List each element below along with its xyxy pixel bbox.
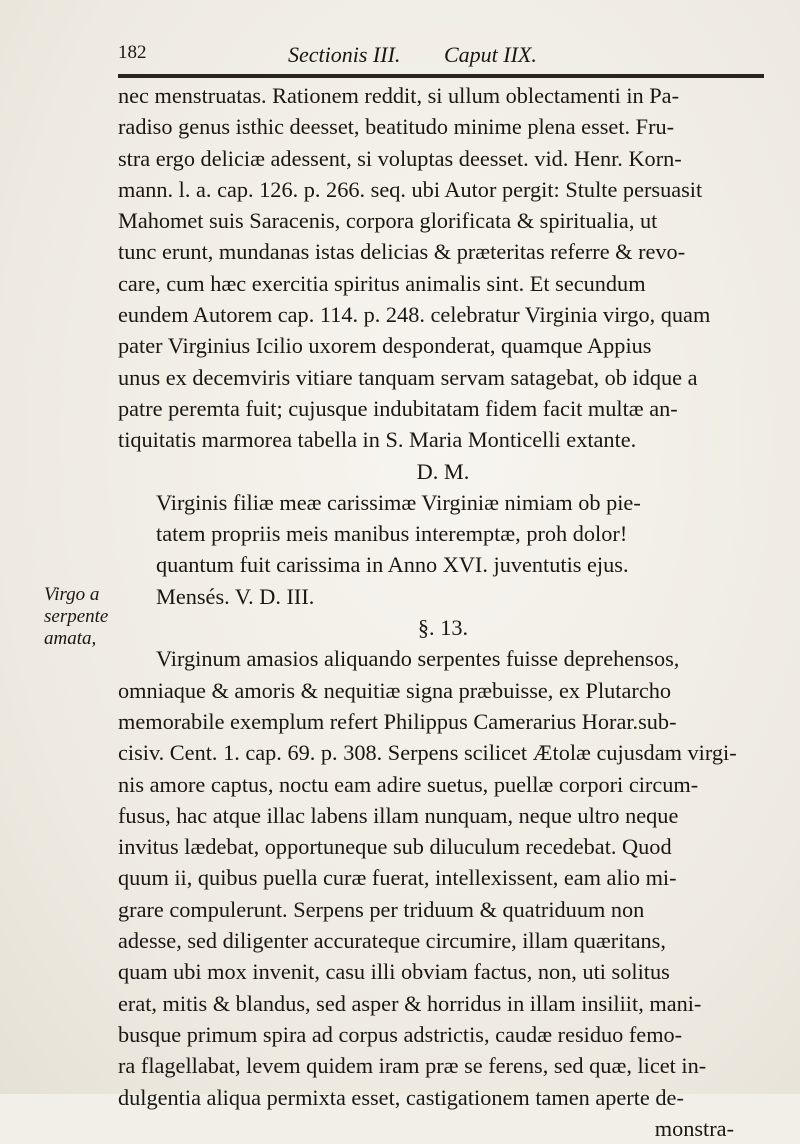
text-line: Virginum amasios aliquando serpentes fuisse deprehensos, — [156, 646, 680, 672]
text-line: invitus lædebat, opportuneque sub diluculum recedebat. Quod — [118, 834, 672, 860]
section-title: Sectionis III. — [288, 42, 401, 67]
inscription-line: Virginis filiæ meæ carissimæ Virginiæ nimiam ob pie- — [156, 489, 641, 515]
page-number: 182 — [118, 42, 147, 63]
text-line: adesse, sed diligenter accurateque circumire, illam quæritans, — [118, 928, 666, 954]
text-line: tiquitatis marmorea tabella in S. Maria Monticelli extante. — [118, 427, 637, 453]
text-line: Mahomet suis Saracenis, corpora glorificata & spiritualia, ut — [118, 208, 658, 234]
margin-note-line: Virgo a — [44, 584, 100, 605]
inscription-line: tatem propriis meis manibus interemptæ, proh dolor! — [156, 521, 628, 547]
margin-note-line: serpente — [44, 606, 109, 627]
text-line: memorabile exemplum refert Philippus Camerarius Horar.sub- — [118, 708, 677, 734]
text-line: cisiv. Cent. 1. cap. 69. p. 308. Serpens scilicet Ætolæ cujusdam virgi- — [118, 740, 737, 766]
text-line: mann. l. a. cap. 126. p. 266. seq. ubi Autor pergit: Stulte persuasit — [118, 176, 703, 202]
text-line: quam ubi mox invenit, casu illi obviam factus, non, uti solitus — [118, 959, 670, 985]
inscription-line: quantum fuit carissima in Anno XVI. juventutis ejus. — [156, 552, 629, 578]
catchword: monstra- — [654, 1115, 734, 1141]
text-line: dulgentia aliqua permixta esset, castigationem tamen aperte de- — [118, 1084, 684, 1110]
text-line: erat, mitis & blandus, sed asper & horridus in illam insiliit, mani- — [118, 990, 702, 1016]
text-line: nis amore captus, noctu eam adire suetus, puellæ corpori circum- — [118, 771, 699, 797]
inscription-line: Mensés. V. D. III. — [156, 583, 315, 609]
chapter-title: Caput IIX. — [444, 42, 537, 67]
text-line: radiso genus isthic deesset, beatitudo minime plena esset. Fru- — [118, 114, 675, 140]
text-line: busque primum spira ad corpus adstrictis, caudæ residuo femo- — [118, 1021, 683, 1047]
text-line: eundem Autorem cap. 114. p. 248. celebratur Virginia virgo, quam — [118, 302, 711, 328]
text-line: stra ergo deliciæ adessent, si voluptas deesset. vid. Henr. Korn- — [118, 145, 682, 171]
text-line: quum ii, quibus puella curæ fuerat, intellexissent, eam alio mi- — [118, 865, 677, 891]
text-line: pater Virginius Icilio uxorem desponderat, quamque Appius — [118, 333, 652, 359]
running-header — [118, 42, 768, 72]
text-line: patre peremta fuit; cujusque indubitatam fidem facit multæ an- — [118, 395, 678, 421]
text-line: unus ex decemviris vitiare tanquam servam satagebat, ob idque a — [118, 364, 698, 390]
body-text — [118, 80, 768, 1144]
text-line: omniaque & amoris & nequitiæ signa præbuisse, ex Plutarcho — [118, 677, 672, 703]
margin-note-line: amata, — [44, 628, 97, 649]
section-mark: §. 13. — [417, 615, 469, 641]
text-line: fusus, hac atque illac labens illam nunquam, neque ultro neque — [118, 802, 679, 828]
text-line: care, cum hæc exercitia spiritus animalis sint. Et secundum — [118, 270, 646, 296]
text-line: grare compulerunt. Serpens per triduum & quatriduum non — [118, 896, 645, 922]
text-line: ra flagellabat, levem quidem iram præ se ferens, sed quæ, licet in- — [118, 1053, 707, 1079]
header-rule — [118, 74, 764, 78]
inscription-dm: D. M. — [416, 458, 470, 484]
text-line: nec menstruatas. Rationem reddit, si ullum oblectamenti in Pa- — [118, 83, 680, 108]
text-line: tunc erunt, mundanas istas delicias & præteritas referre & revo- — [118, 239, 686, 265]
margin-note — [44, 584, 114, 650]
